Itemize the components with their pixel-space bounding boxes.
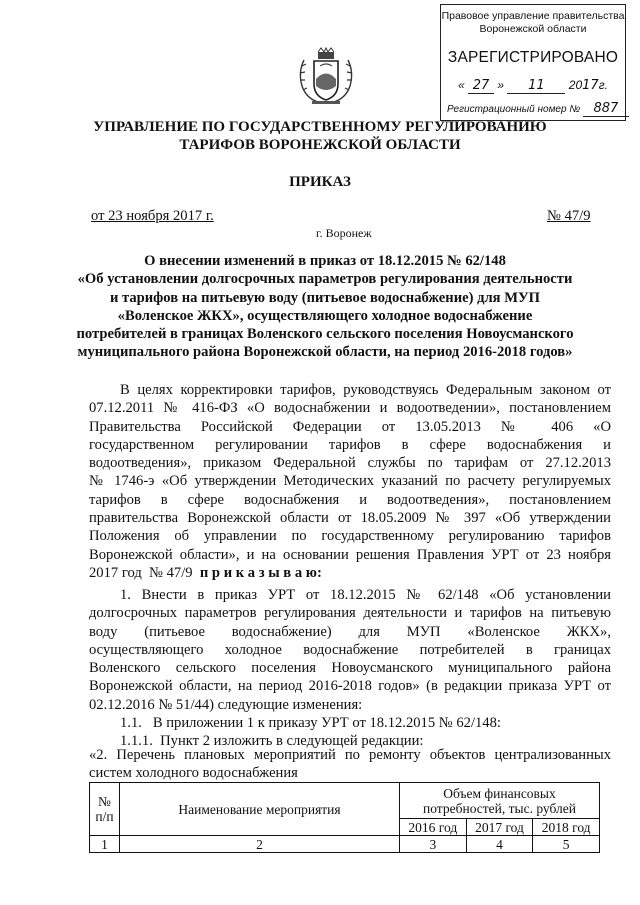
- table-cell: 4: [466, 836, 533, 853]
- preamble-paragraph: [89, 381, 611, 582]
- decision-ref: 2017 год № 47/9: [89, 564, 200, 581]
- stamp-reg-label: Регистрационный номер №: [447, 104, 581, 115]
- stamp-date-day: 27: [468, 78, 494, 94]
- stamp-date-year-prefix: 20: [568, 78, 583, 92]
- table-cell: 3: [400, 836, 467, 853]
- table-header-year: 2018 год: [533, 819, 600, 836]
- item-2-line1: «2. Перечень плановых мероприятий по ремонту объектов централизованных: [89, 747, 611, 763]
- measures-table: [89, 782, 600, 853]
- table-header-volume: Объем финансовых потребностей, тыс. рублей: [400, 783, 600, 819]
- paragraph-line: Воронежской области», и на основании решения Правления УРТ от 23 ноября: [89, 546, 611, 563]
- order-directive: п р и к а з ы в а ю:: [199, 564, 322, 581]
- order-date: от 23 ноября 2017 г.: [91, 208, 214, 224]
- table-row: [90, 836, 600, 853]
- paragraph-line: водоотведения», приказом Федеральной службы по тарифам от 27.12.2013: [89, 455, 611, 472]
- stamp-authority: [441, 10, 625, 36]
- paragraph-line: 1. Внести в приказ УРТ от 18.12.2015 № 62/148 «Об установлении: [120, 587, 611, 603]
- table-cell: 5: [533, 836, 600, 853]
- paragraph-last-line: [89, 564, 611, 582]
- registration-stamp: [440, 4, 626, 121]
- paragraph-line: Правительства Российской Федерации от 13.05.2013 № 406 «О: [89, 418, 611, 435]
- table-header-num-line1: №: [98, 794, 111, 809]
- item-1-paragraph: [89, 586, 611, 714]
- stamp-date: « 27 » 11 2017г.: [458, 78, 608, 93]
- table-header-name: Наименование мероприятия: [120, 783, 400, 836]
- heading-line: О внесении изменений в приказ от 18.12.2015 № 62/148: [144, 253, 506, 269]
- paragraph-line: Положения об управлении по государственному регулированию тарифов: [89, 528, 611, 545]
- org-name-line2: ТАРИФОВ ВОРОНЕЖСКОЙ ОБЛАСТИ: [179, 137, 461, 153]
- item-1-1: 1.1. В приложении 1 к приказу УРТ от 18.12.2015 № 62/148:: [120, 715, 501, 731]
- table-cell: 1: [90, 836, 120, 853]
- paragraph-line: № 1746-э «Об утверждении Методических указаний по расчету регулируемых: [89, 473, 611, 490]
- stamp-reg-number-row: [447, 101, 629, 117]
- table-header-year: 2017 год: [466, 819, 533, 836]
- stamp-date-year-suffix: 17: [582, 78, 599, 93]
- table-cell: 2: [120, 836, 400, 853]
- heading-line: «Воленское ЖКХ», осуществляющего холодное водоснабжение: [117, 307, 533, 324]
- heading-line: потребителей в границах Воленского сельского поселения Новоусманского: [76, 326, 574, 343]
- stamp-authority-line2: Воронежской области: [479, 23, 587, 35]
- order-city: г. Воронеж: [316, 226, 372, 240]
- item-2-line2: систем холодного водоснабжения: [89, 765, 298, 781]
- heading-line: муниципального района Воронежской области, на период 2016-2018 годов»: [77, 344, 573, 361]
- paragraph-line: 07.12.2011 № 416-ФЗ «О водоснабжении и водоотведении», постановлением: [89, 400, 611, 417]
- paragraph-line: В целях корректировки тарифов, руководствуясь Федеральным законом от: [120, 382, 611, 398]
- stamp-date-month: 11: [507, 78, 565, 94]
- order-number: № 47/9: [547, 208, 591, 224]
- paragraph-line: государственном регулировании тарифов в сфере водоснабжения и: [89, 436, 611, 453]
- doc-type: ПРИКАЗ: [289, 174, 351, 190]
- coat-of-arms-emblem: [296, 46, 356, 108]
- heading-line: «Об установлении долгосрочных параметров регулирования деятельности: [77, 271, 573, 288]
- stamp-reg-number: 887: [583, 101, 629, 117]
- paragraph-line: осуществляющего холодное водоснабжение потребителей в границах: [89, 641, 611, 658]
- stamp-date-suffix: г.: [598, 78, 608, 92]
- heading-line: и тарифов на питьевую воду (питьевое водоснабжение) для МУП: [109, 289, 541, 306]
- paragraph-line: тарифов в сфере водоснабжения и водоотведения», постановлением: [89, 491, 611, 508]
- paragraph-line: Воронежской области, на период 2016-2018 годов» (в редакции приказа УРТ от: [89, 678, 611, 695]
- org-name-line1: УПРАВЛЕНИЕ ПО ГОСУДАРСТВЕННОМУ РЕГУЛИРОВАНИЮ: [93, 119, 547, 135]
- paragraph-last-line: 02.12.2016 № 51/44) следующие изменения:: [89, 696, 363, 713]
- stamp-registered: ЗАРЕГИСТРИРОВАНО: [447, 49, 619, 66]
- paragraph-line: правительства Воронежской области от 18.05.2009 № 397 «Об утверждении: [89, 510, 611, 527]
- table-header-year: 2016 год: [400, 819, 467, 836]
- stamp-authority-line1: Правовое управление правительства: [441, 10, 625, 22]
- item-1-1-1: 1.1.1. Пункт 2 изложить в следующей редакции:: [120, 733, 424, 749]
- order-heading: [30, 252, 620, 362]
- table-header-num: [90, 783, 120, 836]
- table-header-num-line2: п/п: [95, 809, 114, 824]
- paragraph-line: воду (питьевое водоснабжение) для МУП «Воленское ЖКХ»,: [89, 623, 611, 640]
- paragraph-line: Воленского сельского поселения Новоусманского муниципального района: [89, 660, 611, 677]
- paragraph-line: долгосрочных параметров регулирования деятельности и тарифов на питьевую: [89, 605, 611, 622]
